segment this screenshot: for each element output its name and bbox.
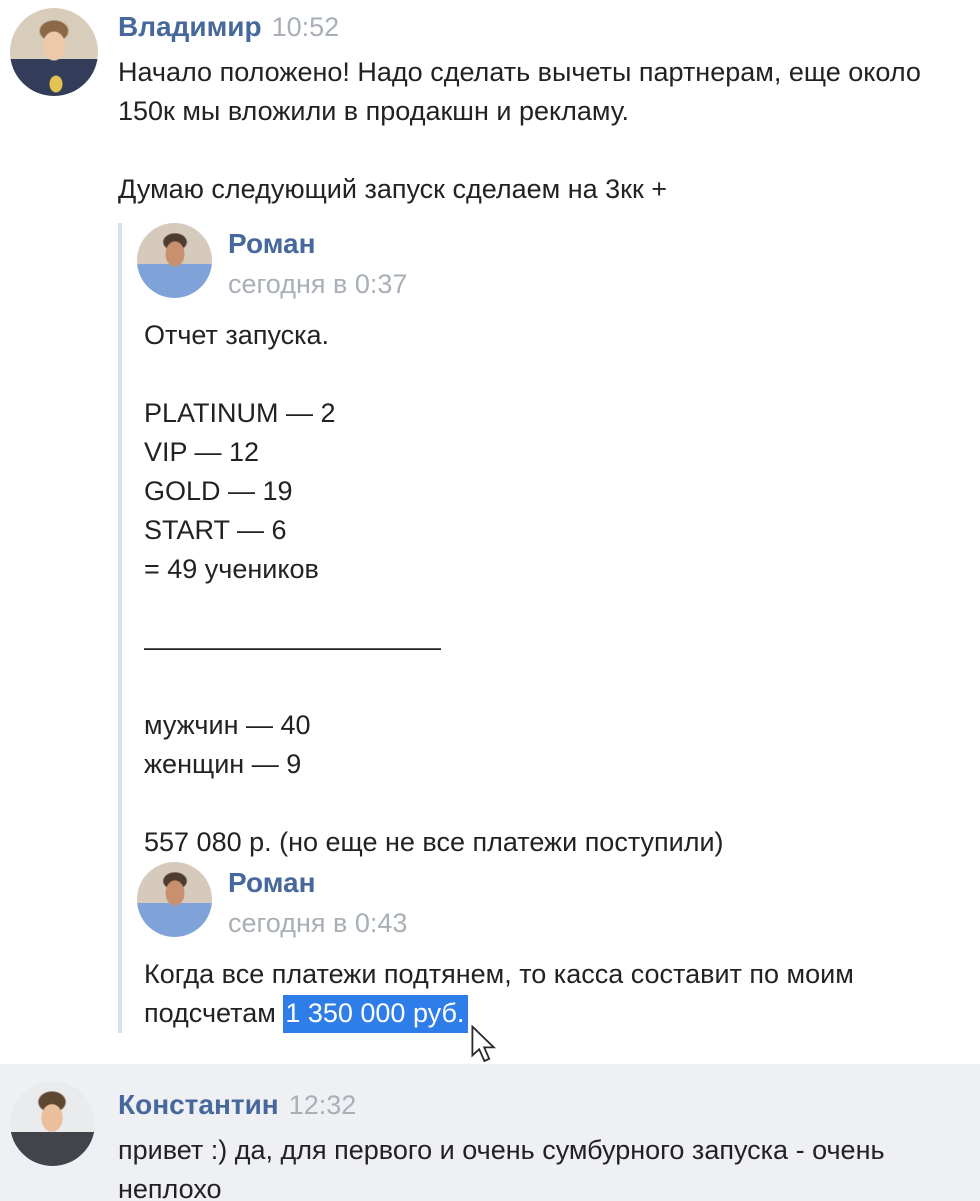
text-line: 557 080 р. (но еще не все платежи поступили)	[144, 827, 724, 857]
avatar-roman[interactable]	[137, 862, 212, 937]
timestamp: сегодня в 0:37	[228, 269, 408, 299]
author-name-link[interactable]: Владимир	[118, 11, 262, 42]
avatar-konstantin[interactable]	[10, 1081, 95, 1166]
author-name-link[interactable]: Константин	[118, 1089, 279, 1120]
forwarded-messages-block	[118, 223, 980, 1033]
dash-divider-line: ———————————	[144, 632, 441, 662]
text-line: мужчин — 40	[144, 710, 311, 740]
text-line: неплохо	[118, 1174, 222, 1201]
text-line: 150к мы вложили в продакшн и рекламу.	[118, 96, 630, 126]
text-line: VIP — 12	[144, 437, 260, 467]
text-line: привет :) да, для первого и очень сумбурного запуска - очень	[118, 1135, 885, 1165]
text-line: PLATINUM — 2	[144, 398, 336, 428]
text-line: Начало положено! Надо сделать вычеты партнерам, еще около	[118, 57, 921, 87]
text-line	[118, 131, 980, 170]
forwarded-text	[137, 316, 980, 862]
forwarded-text	[137, 955, 980, 1033]
text-line: Думаю следующий запуск сделаем на 3кк +	[118, 174, 668, 204]
text-line	[144, 355, 980, 394]
forwarded-header	[137, 862, 980, 937]
timestamp: сегодня в 0:43	[228, 908, 408, 938]
forwarded-message-roman-1	[137, 223, 980, 862]
message-text	[118, 1131, 980, 1201]
text-line: Отчет запуска.	[144, 320, 330, 350]
text-segment: подсчетам	[144, 998, 284, 1028]
text-line	[144, 994, 980, 1033]
message-text	[118, 53, 980, 209]
text-line	[144, 589, 980, 628]
text-line	[144, 667, 980, 706]
text-line: GOLD — 19	[144, 476, 293, 506]
text-line: Когда все платежи подтянем, то касса составит по моим	[144, 959, 854, 989]
message-header	[118, 0, 980, 53]
text-line	[144, 784, 980, 823]
timestamp: 12:32	[288, 1090, 357, 1120]
mouse-cursor-icon	[470, 1025, 498, 1063]
author-name-link[interactable]: Роман	[228, 228, 316, 259]
avatar-roman[interactable]	[137, 223, 212, 298]
selected-text: 1 350 000 руб.	[283, 995, 468, 1033]
text-line: = 49 учеников	[144, 554, 319, 584]
forwarded-message-roman-2	[137, 862, 980, 1033]
message-header	[118, 1064, 980, 1131]
forwarded-header	[137, 223, 980, 298]
avatar-vladimir[interactable]	[10, 8, 98, 96]
author-name-link[interactable]: Роман	[228, 867, 316, 898]
text-line: START — 6	[144, 515, 287, 545]
timestamp: 10:52	[271, 12, 340, 42]
text-line: женщин — 9	[144, 749, 302, 779]
highlighted-message-row	[0, 1064, 980, 1201]
message-konstantin	[0, 1064, 980, 1201]
